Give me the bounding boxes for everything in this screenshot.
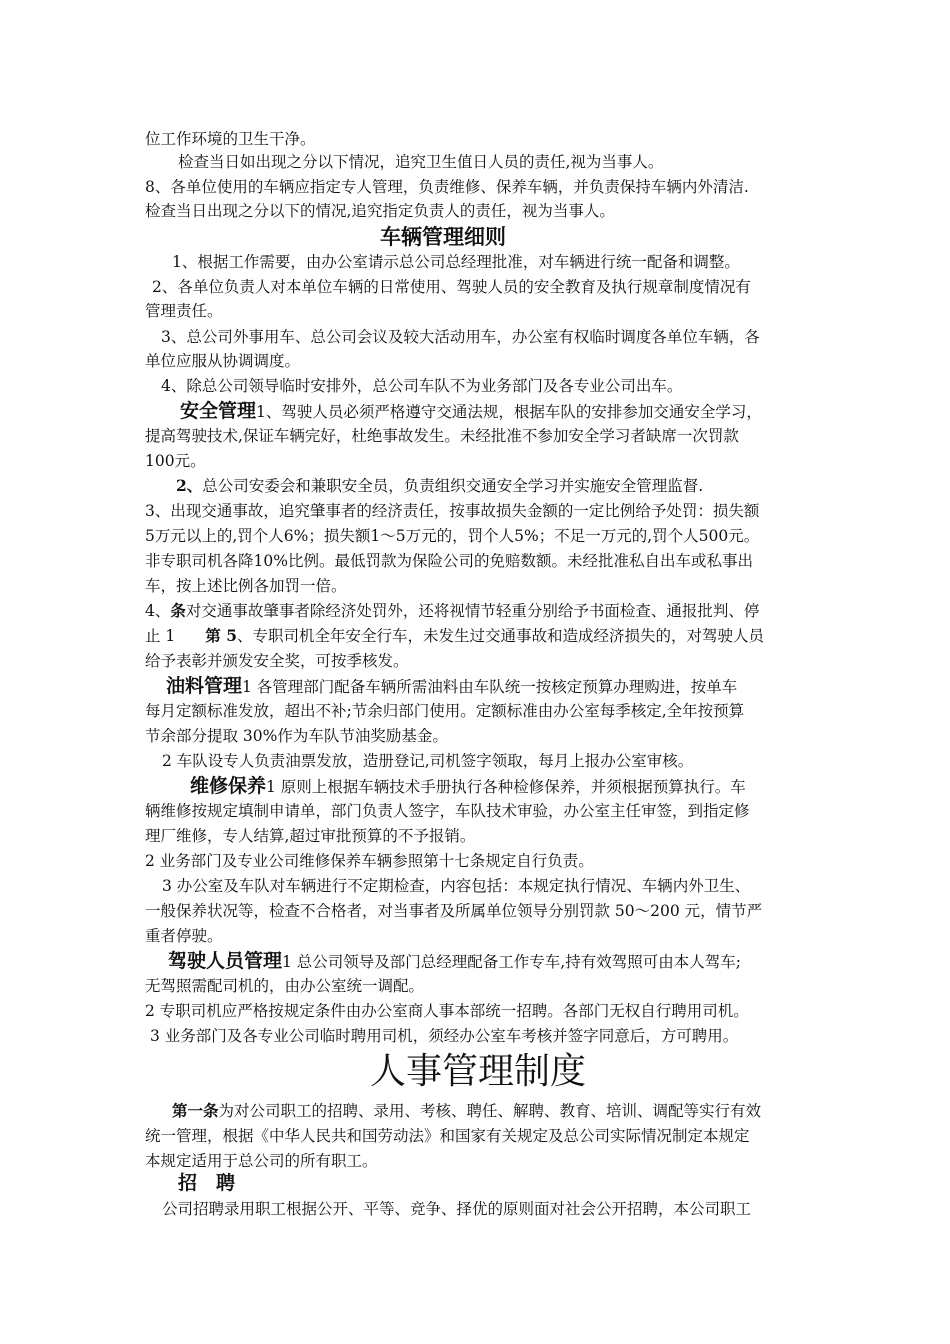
item-number: 4、 xyxy=(145,602,171,620)
paragraph-text: 对交通事故肇事者除经济处罚外，还将视情节轻重分别给予书面检查、通报批判、停 xyxy=(185,602,760,620)
paragraph-line: 给予表彰并颁发安全奖，可按季核发。 xyxy=(145,652,409,670)
paragraph-line: 公司招聘录用职工根据公开、平等、竞争、择优的原则面对社会公开招聘，本公司职工 xyxy=(162,1200,752,1218)
paragraph-line: 单位应服从协调调度。 xyxy=(145,352,301,370)
inline-heading-maintenance: 维修保养 xyxy=(190,775,267,797)
paragraph-line: 每月定额标准发放，超出不补;节余归部门使用。定额标准由办公室每季核定,全年按预算 xyxy=(145,702,745,720)
item-number: 2、 xyxy=(176,476,203,495)
paragraph-line: 理厂维修，专人结算,超过审批预算的不予报销。 xyxy=(145,827,476,845)
paragraph-line xyxy=(166,675,737,698)
paragraph-text: 止 1 xyxy=(145,627,176,645)
bold-text: 第 5 xyxy=(205,626,237,645)
paragraph-line: 非专职司机各降10%比例。最低罚款为保险公司的免赔数额。未经批准私自出车或私事出 xyxy=(145,552,753,570)
paragraph-text: 为对公司职工的招聘、录用、考核、聘任、解聘、教育、培训、调配等实行有效 xyxy=(218,1102,762,1120)
paragraph-line: 3 业务部门及各专业公司临时聘用司机，须经办公室车考核并签字同意后，方可聘用。 xyxy=(150,1027,739,1045)
paragraph-line: 一般保养状况等，检查不合格者，对当事者及所属单位领导分别罚款 50～200 元，情节严 xyxy=(145,902,763,920)
paragraph-line xyxy=(168,950,741,973)
inline-heading-driver: 驾驶人员管理 xyxy=(168,950,283,972)
paragraph-line: 检查当日出现之分以下的情况,追究指定负责人的责任，视为当事人。 xyxy=(145,202,615,220)
paragraph-line: 1、根据工作需要，由办公室请示总公司总经理批准，对车辆进行统一配备和调整。 xyxy=(172,253,740,271)
bold-text: 条 xyxy=(170,601,186,620)
paragraph-line: 节余部分提取 30%作为车队节油奖励基金。 xyxy=(145,727,448,745)
paragraph-line xyxy=(180,400,762,423)
paragraph-text: 1 总公司领导及部门总经理配备工作专车,持有效驾照可由本人驾车; xyxy=(282,953,741,971)
paragraph-line xyxy=(145,625,764,647)
paragraph-line: 5万元以上的,罚个人6%；损失额1～5万元的，罚个人5%；不足一万元的,罚个人500元。 xyxy=(145,527,760,545)
paragraph-line: 3、总公司外事用车、总公司会议及较大活动用车，办公室有权临时调度各单位车辆，各 xyxy=(161,328,760,346)
paragraph-text: 、专职司机全年安全行车，未发生过交通事故和造成经济损失的，对驾驶人员 xyxy=(236,627,764,645)
paragraph-line xyxy=(190,775,746,798)
paragraph-line: 3 办公室及车队对车辆进行不定期检查，内容包括：本规定执行情况、车辆内外卫生、 xyxy=(162,877,751,895)
paragraph-line: 管理责任。 xyxy=(145,302,223,320)
paragraph-line: 2 车队设专人负责油票发放，造册登记,司机签字领取，每月上报办公室审核。 xyxy=(162,752,694,770)
article-label: 第一条 xyxy=(172,1101,219,1120)
paragraph-line: 2 业务部门及专业公司维修保养车辆参照第十七条规定自行负责。 xyxy=(145,852,594,870)
main-heading-hr: 人事管理制度 xyxy=(370,1051,587,1092)
paragraph-line: 统一管理，根据《中华人民共和国劳动法》和国家有关规定及总公司实际情况制定本规定 xyxy=(145,1127,750,1145)
inline-heading-fuel: 油料管理 xyxy=(166,675,243,697)
paragraph-line xyxy=(145,600,759,622)
paragraph-line: 无驾照需配司机的，由办公室统一调配。 xyxy=(145,977,425,995)
paragraph-text: 总公司安委会和兼职安全员，负责组织交通安全学习并实施安全管理监督. xyxy=(202,477,704,495)
paragraph-text: 1 各管理部门配备车辆所需油料由车队统一按核定预算办理购进，按单车 xyxy=(242,678,738,696)
paragraph-line: 位工作环境的卫生干净。 xyxy=(145,130,316,148)
paragraph-line xyxy=(172,1100,761,1122)
inline-heading-safety: 安全管理 xyxy=(180,400,257,422)
paragraph-line: 本规定适用于总公司的所有职工。 xyxy=(145,1152,378,1170)
section-heading-recruit: 招 聘 xyxy=(178,1172,236,1194)
paragraph-line: 100元。 xyxy=(145,452,206,470)
paragraph-text: 1 原则上根据车辆技术手册执行各种检修保养，并须根据预算执行。车 xyxy=(266,778,746,796)
paragraph-line: 8、各单位使用的车辆应指定专人管理，负责维修、保养车辆，并负责保持车辆内外清洁. xyxy=(145,178,749,196)
section-heading-vehicle: 车辆管理细则 xyxy=(380,225,506,249)
paragraph-line: 车，按上述比例各加罚一倍。 xyxy=(145,577,347,595)
paragraph-line: 3、出现交通事故，追究肇事者的经济责任，按事故损失金额的一定比例给予处罚：损失额 xyxy=(145,502,760,520)
paragraph-line: 辆维修按规定填制申请单，部门负责人签字，车队技术审验，办公室主任审签，到指定修 xyxy=(145,802,750,820)
paragraph-line: 4、除总公司领导临时安排外，总公司车队不为业务部门及各专业公司出车。 xyxy=(161,377,683,395)
paragraph-line: 重者停驶。 xyxy=(145,927,223,945)
paragraph-line xyxy=(176,475,703,497)
paragraph-text: 1、驾驶人员必须严格遵守交通法规，根据车队的安排参加交通安全学习， xyxy=(256,403,762,421)
paragraph-line: 检查当日如出现之分以下情况，追究卫生值日人员的责任,视为当事人。 xyxy=(178,153,664,171)
paragraph-line: 提高驾驶技术,保证车辆完好，杜绝事故发生。未经批准不参加安全学习者缺席一次罚款 xyxy=(145,427,739,445)
paragraph-line: 2 专职司机应严格按规定条件由办公室商人事本部统一招聘。各部门无权自行聘用司机。 xyxy=(145,1002,749,1020)
paragraph-line: 2、各单位负责人对本单位车辆的日常使用、驾驶人员的安全教育及执行规章制度情况有 xyxy=(152,278,751,296)
